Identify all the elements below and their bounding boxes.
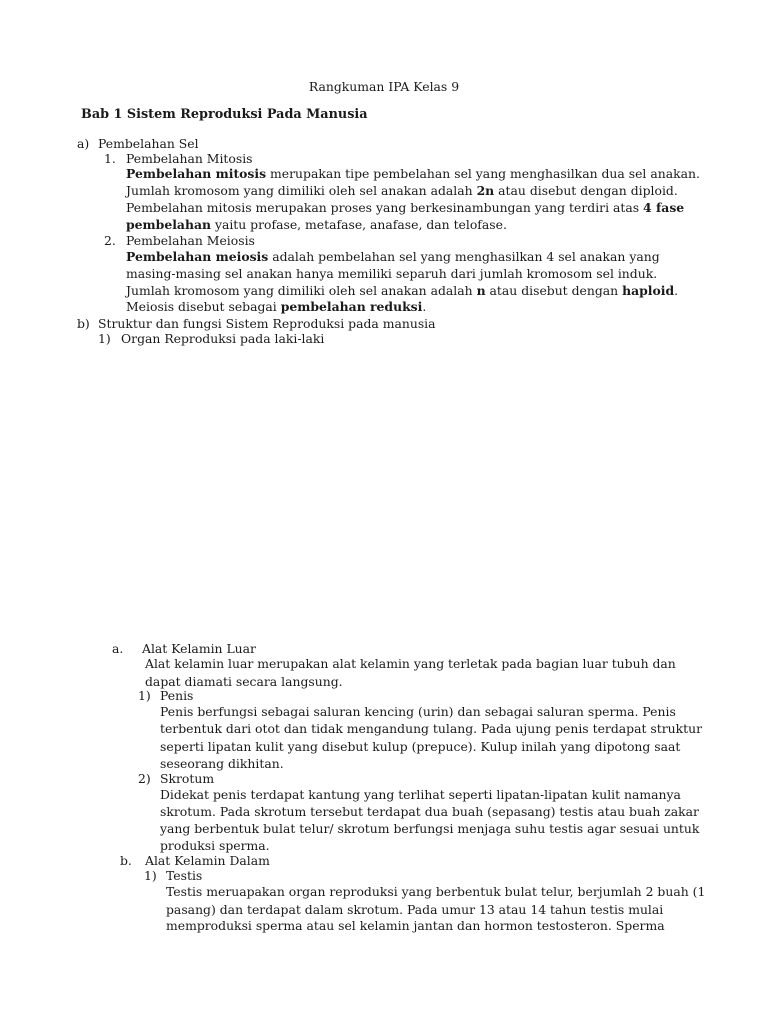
skrotum-line-2: skrotum. Pada skrotum tersebut terdapat dua buah (sepasang) testis atau buah zakar (160, 804, 699, 819)
section-b-sub-marker: 1) (98, 331, 111, 346)
alat-dalam-marker: b. (120, 853, 132, 868)
mitosis-line-1: Pembelahan mitosis merupakan tipe pembelahan sel yang menghasilkan dua sel anakan. (126, 166, 700, 181)
mitosis-label: Pembelahan Mitosis (126, 151, 253, 166)
alat-luar-intro-1: Alat kelamin luar merupakan alat kelamin yang terletak pada bagian luar tubuh dan (145, 656, 676, 671)
mitosis-line-3: Pembelahan mitosis merupakan proses yang berkesinambungan yang terdiri atas 4 fase (126, 200, 685, 215)
skrotum-marker: 2) (138, 771, 151, 786)
testis-label: Testis (166, 868, 203, 883)
section-b-marker: b) (77, 316, 90, 331)
skrotum-label: Skrotum (160, 771, 215, 786)
alat-dalam-label: Alat Kelamin Dalam (145, 853, 270, 868)
section-a-label: Pembelahan Sel (98, 136, 199, 151)
meiosis-line-4: Meiosis disebut sebagai pembelahan reduksi. (126, 299, 427, 314)
mitosis-marker: 1. (104, 151, 116, 166)
mitosis-line-2: Jumlah kromosom yang dimiliki oleh sel anakan adalah 2n atau disebut dengan diploid. (126, 183, 678, 198)
alat-luar-marker: a. (112, 641, 124, 656)
skrotum-line-4: produksi sperma. (160, 838, 270, 853)
chapter-heading: Bab 1 Sistem Reproduksi Pada Manusia (81, 107, 368, 122)
mitosis-line-4: pembelahan yaitu profase, metafase, anafase, dan telofase. (126, 217, 507, 232)
penis-label: Penis (160, 688, 194, 703)
meiosis-label: Pembelahan Meiosis (126, 233, 255, 248)
testis-line-2: pasang) dan terdapat dalam skrotum. Pada umur 13 atau 14 tahun testis mulai (166, 902, 664, 917)
testis-line-3: memproduksi sperma atau sel kelamin jantan dan hormon testosteron. Sperma (166, 918, 665, 933)
document-title: Rangkuman IPA Kelas 9 (308, 79, 460, 94)
meiosis-line-1: Pembelahan meiosis adalah pembelahan sel yang menghasilkan 4 sel anakan yang (126, 249, 660, 264)
penis-marker: 1) (138, 688, 151, 703)
alat-luar-label: Alat Kelamin Luar (142, 641, 256, 656)
section-b-label: Struktur dan fungsi Sistem Reproduksi pada manusia (98, 316, 436, 331)
testis-marker: 1) (144, 868, 157, 883)
meiosis-marker: 2. (104, 233, 116, 248)
meiosis-line-2: masing-masing sel anakan hanya memiliki separuh dari jumlah kromosom sel induk. (126, 266, 658, 281)
section-b-sub-label: Organ Reproduksi pada laki-laki (121, 331, 325, 346)
penis-line-2: terbentuk dari otot dan tidak mengandung tulang. Pada ujung penis terdapat struktur (160, 721, 703, 736)
meiosis-line-3: Jumlah kromosom yang dimiliki oleh sel anakan adalah n atau disebut dengan haploid. (126, 283, 679, 298)
skrotum-line-3: yang berbentuk bulat telur/ skrotum berfungsi menjaga suhu testis agar sesuai untuk (160, 821, 700, 836)
skrotum-line-1: Didekat penis terdapat kantung yang terlihat seperti lipatan-lipatan kulit namanya (160, 787, 681, 802)
section-a-marker: a) (77, 136, 90, 151)
alat-luar-intro-2: dapat diamati secara langsung. (145, 674, 343, 689)
penis-line-3: seperti lipatan kulit yang disebut kulup (prepuce). Kulup inilah yang dipotong saat (160, 739, 681, 754)
penis-line-4: seseorang dikhitan. (160, 756, 284, 771)
testis-line-1: Testis meruapakan organ reproduksi yang berbentuk bulat telur, berjumlah 2 buah (1 (166, 884, 706, 899)
penis-line-1: Penis berfungsi sebagai saluran kencing (urin) dan sebagai saluran sperma. Penis (160, 704, 676, 719)
